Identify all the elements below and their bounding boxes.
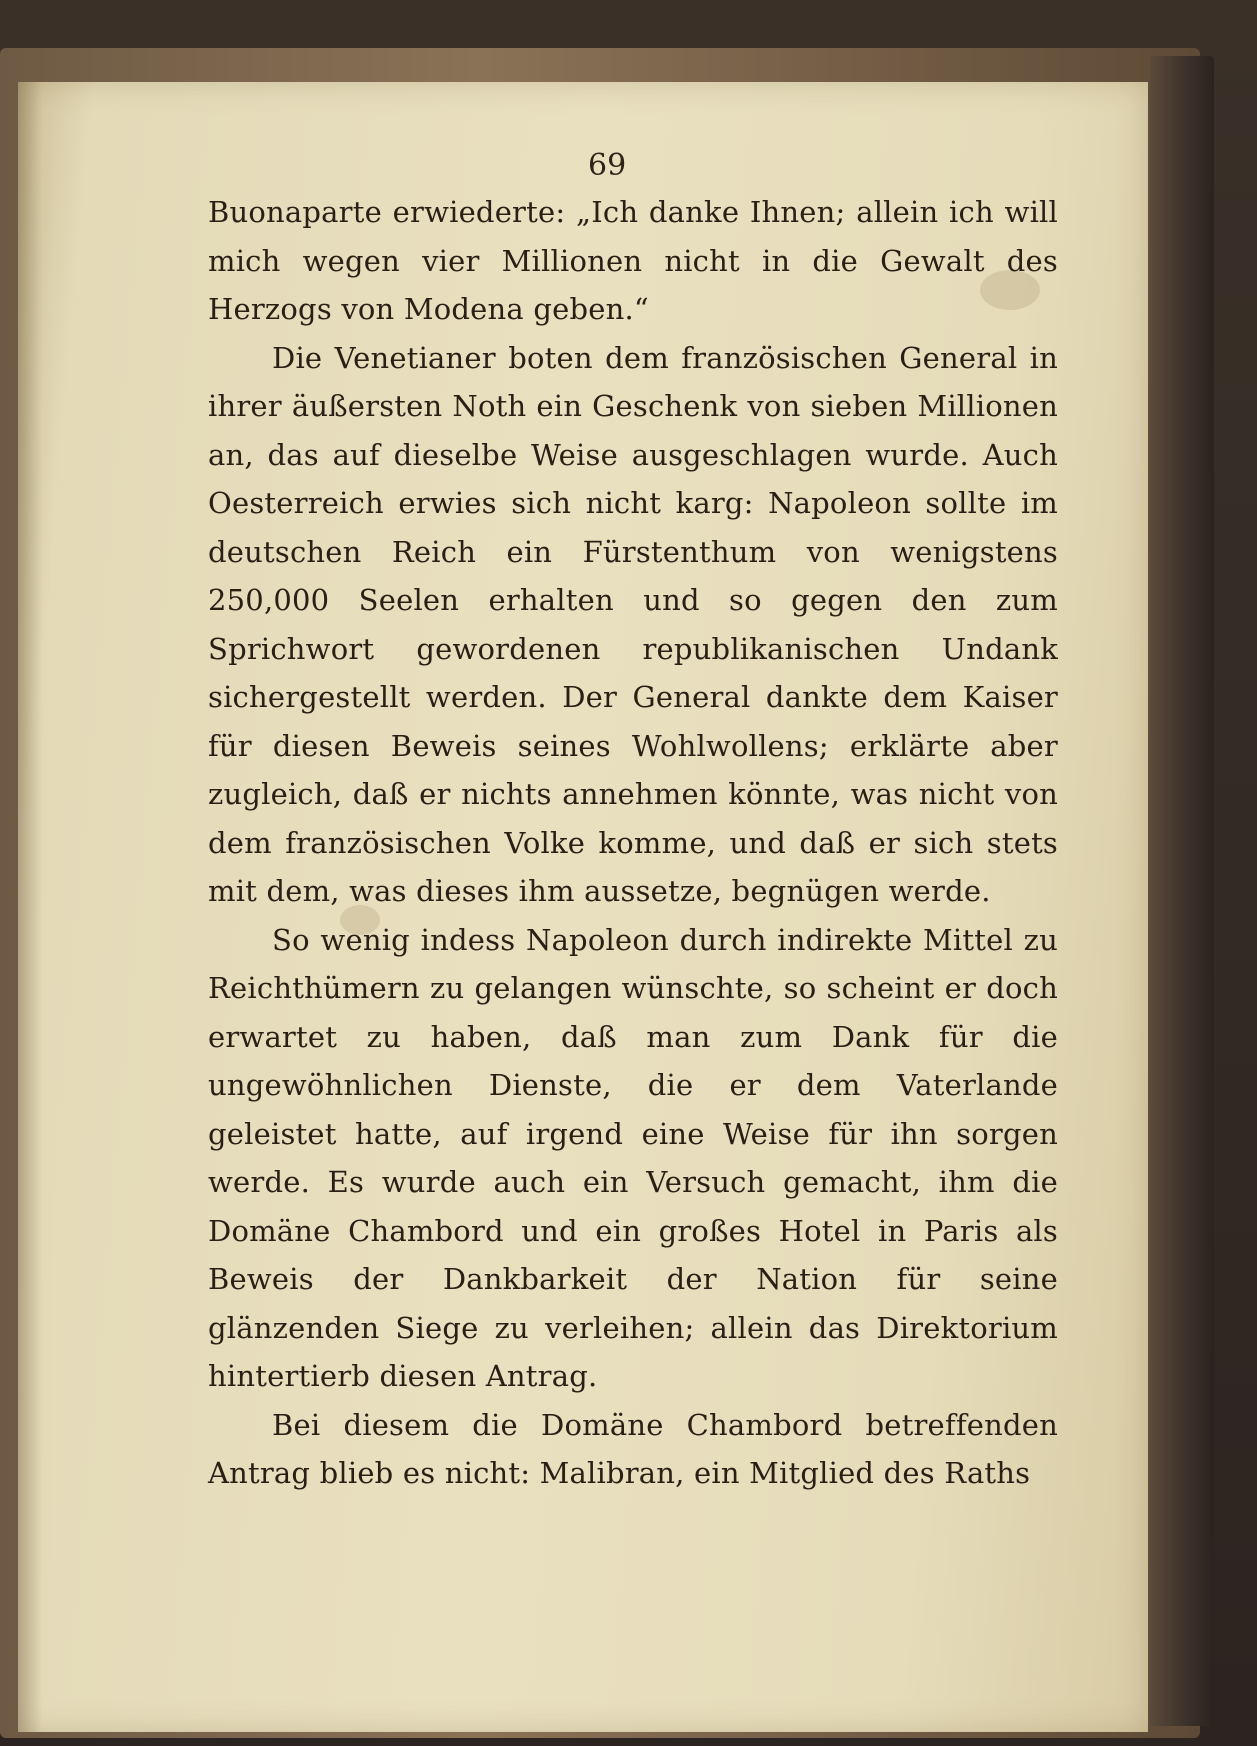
page-gutter-shadow (18, 82, 42, 1732)
body-text (208, 188, 1058, 1498)
paragraph: Bei diesem die Domäne Chambord betreffenden Antrag blieb es nicht: Malibran, ein Mitglied des Raths (208, 1407, 1058, 1490)
paragraph: Buonaparte erwiederte: „Ich danke Ihnen; allein ich will mich wegen vier Millionen nicht in die Gewalt des Herzogs von Modena geben.“ (208, 195, 1058, 326)
page-number: 69 (588, 148, 627, 183)
paragraph: So wenig indess Napoleon durch indirekte Mittel zu Reichthümern zu gelangen wünschte, so scheint er doch erwartet zu haben, daß man zum Dank für die ungewöhnlichen Dienste, die er dem Vaterlande geleistet hatte, auf irgend eine Weise für ihn sorgen werde. Es wurde auch ein Versuch gemacht, ihm die Domäne Chambord und ein großes Hotel in Paris als Beweis der Dankbarkeit der Nation für seine glänzenden Siege zu verleihen; allein das Direktorium hintertierb diesen Antrag. (208, 922, 1058, 1393)
book-spine-edge (1150, 56, 1214, 1726)
paragraph: Die Venetianer boten dem französischen General in ihrer äußersten Noth ein Geschenk von sieben Millionen an, das auf dieselbe Weise ausgeschlagen wurde. Auch Oesterreich erwies sich nicht karg: Napoleon sollte im deutschen Reich ein Fürstenthum von wenigstens 250,000 Seelen erhalten und so gegen den zum Sprichwort gewordenen republikanischen Undank sichergestellt werden. Der General dankte dem Kaiser für diesen Beweis seines Wohlwollens; erklärte aber zugleich, daß er nichts annehmen könnte, was nicht von dem französischen Volke komme, und daß er sich stets mit dem, was dieses ihm aussetze, begnügen werde. (208, 340, 1058, 908)
